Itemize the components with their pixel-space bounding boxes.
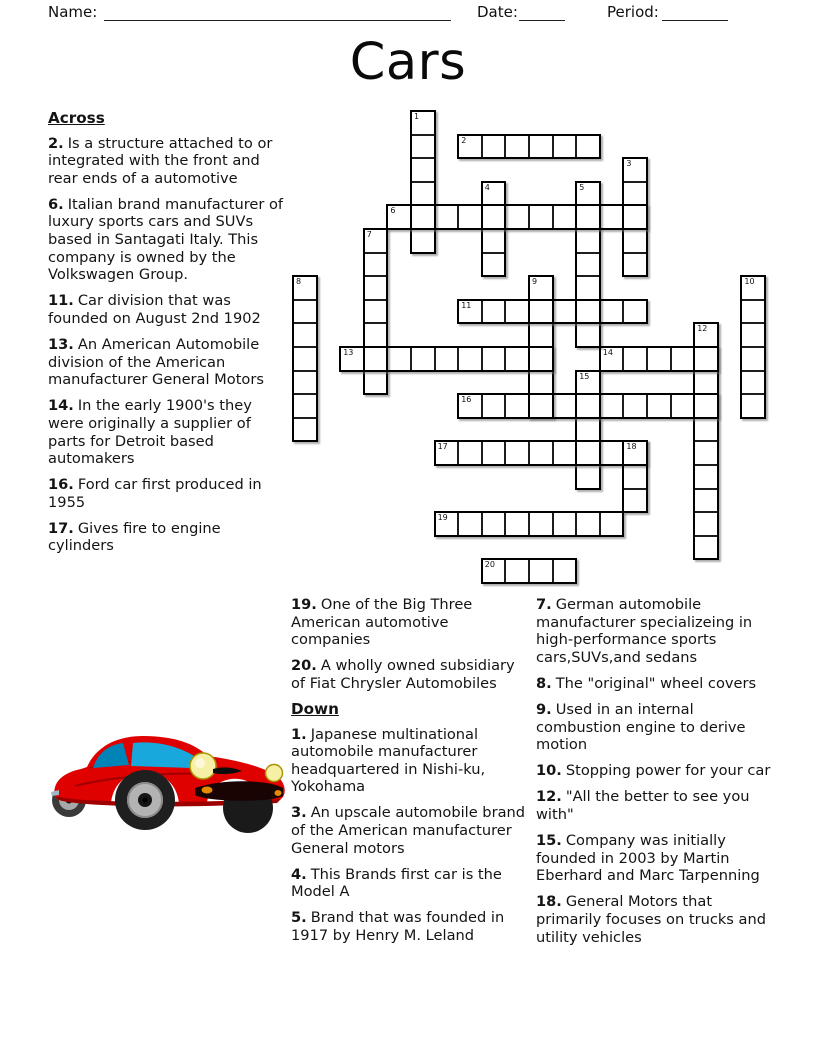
cell-number: 10 — [744, 277, 755, 287]
grid-cell[interactable] — [693, 417, 719, 443]
clue-number: 11. — [48, 292, 74, 310]
grid-cell[interactable] — [575, 134, 601, 160]
clue-text: A wholly owned subsidiary of Fiat Chrysler Automobiles — [291, 657, 515, 692]
clue-13-across — [48, 336, 285, 389]
grid-cell[interactable] — [481, 511, 507, 537]
car-illustration — [45, 716, 290, 836]
period-label: Period: — [607, 3, 659, 21]
grid-cell[interactable] — [622, 157, 648, 183]
grid-cell[interactable] — [292, 275, 318, 301]
clue-number: 8. — [536, 674, 552, 692]
grid-cell[interactable] — [457, 511, 483, 537]
grid-cell[interactable] — [457, 134, 483, 160]
cell-number: 20 — [484, 560, 495, 570]
grid-cell[interactable] — [292, 417, 318, 443]
puzzle-title: Cars — [349, 33, 467, 92]
clue-10-down — [536, 762, 779, 780]
grid-cell[interactable] — [622, 346, 648, 372]
grid-cell[interactable] — [740, 370, 766, 396]
cell-number: 2 — [461, 135, 467, 145]
grid-cell[interactable] — [386, 204, 412, 230]
grid-cell[interactable] — [575, 440, 601, 466]
grid-cell[interactable] — [528, 370, 554, 396]
grid-cell[interactable] — [575, 464, 601, 490]
car-indicator-right — [275, 790, 282, 796]
grid-cell[interactable] — [646, 393, 672, 419]
grid-cell[interactable] — [693, 511, 719, 537]
grid-cell[interactable] — [622, 488, 648, 514]
grid-cell[interactable] — [622, 204, 648, 230]
clue-number: 6. — [48, 195, 64, 213]
grid-cell[interactable] — [528, 204, 554, 230]
clue-number: 20. — [291, 657, 317, 675]
grid-cell[interactable] — [622, 299, 648, 325]
grid-cell[interactable] — [457, 440, 483, 466]
grid-cell[interactable] — [363, 322, 389, 348]
clue-text: The "original" wheel covers — [555, 674, 757, 692]
clue-text: This Brands first car is the Model A — [291, 865, 502, 901]
grid-cell[interactable] — [575, 393, 601, 419]
clue-number: 12. — [536, 788, 562, 806]
grid-cell[interactable] — [622, 393, 648, 419]
grid-cell[interactable] — [575, 299, 601, 325]
grid-cell[interactable] — [504, 511, 530, 537]
grid-cell[interactable] — [504, 393, 530, 419]
grid-cell[interactable] — [504, 346, 530, 372]
grid-cell[interactable] — [528, 346, 554, 372]
clue-14-across — [48, 397, 285, 467]
clue-5-down — [291, 909, 531, 944]
right-clues-column — [536, 596, 779, 955]
clue-text: Used in an internal combustion engine to derive motion — [536, 700, 746, 754]
clue-number: 2. — [48, 134, 64, 152]
grid-cell[interactable] — [599, 204, 625, 230]
grid-cell[interactable] — [504, 440, 530, 466]
grid-cell[interactable] — [622, 252, 648, 278]
cell-number: 1 — [414, 112, 420, 121]
clue-number: 3. — [291, 804, 307, 822]
grid-cell[interactable] — [457, 204, 483, 230]
name-blank[interactable] — [104, 6, 451, 21]
clue-3-down — [291, 804, 531, 857]
clue-number: 4. — [291, 865, 307, 883]
grid-cell[interactable] — [622, 440, 648, 466]
grid-cell[interactable] — [481, 558, 507, 584]
grid-cell[interactable] — [693, 464, 719, 490]
grid-cell[interactable] — [575, 322, 601, 348]
clue-number: 5. — [291, 909, 307, 927]
cell-number: 9 — [532, 277, 538, 287]
clue-number: 10. — [536, 762, 562, 780]
grid-cell[interactable] — [575, 228, 601, 254]
name-label: Name: — [48, 3, 98, 21]
grid-cell[interactable] — [552, 299, 578, 325]
grid-cell[interactable] — [363, 228, 389, 254]
grid-cell[interactable] — [386, 346, 412, 372]
across-clues-column — [48, 110, 285, 564]
grid-cell[interactable] — [504, 558, 530, 584]
grid-cell[interactable] — [575, 417, 601, 443]
date-label: Date: — [477, 3, 518, 21]
grid-cell[interactable] — [457, 393, 483, 419]
clue-text: German automobile manufacturer specializeing in high-performance sports cars,SUVs,and sedans — [536, 596, 753, 666]
grid-cell[interactable] — [363, 252, 389, 278]
grid-cell[interactable] — [410, 157, 436, 183]
grid-cell[interactable] — [481, 440, 507, 466]
grid-cell[interactable] — [575, 252, 601, 278]
clue-6-across — [48, 196, 285, 284]
clue-text: Car division that was founded on August 2nd 1902 — [48, 292, 261, 327]
grid-cell[interactable] — [646, 346, 672, 372]
clue-number: 19. — [291, 596, 317, 613]
grid-cell[interactable] — [504, 299, 530, 325]
cell-number: 6 — [390, 206, 396, 216]
grid-cell[interactable] — [528, 134, 554, 160]
clue-text: An American Automobile division of the American manufacturer General Motors — [48, 336, 264, 389]
clue-20-across — [291, 657, 531, 692]
grid-cell[interactable] — [292, 322, 318, 348]
clue-15-down — [536, 832, 779, 885]
date-blank[interactable] — [519, 6, 565, 21]
clue-7-down — [536, 596, 779, 666]
grid-cell[interactable] — [693, 535, 719, 561]
grid-cell[interactable] — [457, 299, 483, 325]
cell-number: 19 — [437, 513, 448, 523]
grid-cell[interactable] — [481, 393, 507, 419]
grid-cell[interactable] — [410, 228, 436, 254]
clue-12-down — [536, 788, 779, 823]
clue-number: 7. — [536, 596, 552, 613]
car-indicator-left — [202, 787, 213, 794]
grid-cell[interactable] — [599, 511, 625, 537]
clue-text: Ford car first produced in 1955 — [48, 476, 262, 511]
grid-cell[interactable] — [552, 204, 578, 230]
clue-number: 17. — [48, 519, 74, 537]
middle-clues-column — [291, 596, 531, 953]
cell-number: 5 — [579, 182, 585, 192]
grid-cell[interactable] — [599, 346, 625, 372]
clue-number: 14. — [48, 397, 74, 415]
grid-cell[interactable] — [693, 393, 719, 419]
cell-number: 7 — [366, 230, 372, 239]
clue-17-across — [48, 520, 285, 555]
cell-number: 16 — [461, 395, 472, 405]
across-heading: Across — [48, 109, 105, 127]
grid-cell[interactable] — [528, 440, 554, 466]
grid-cell[interactable] — [528, 393, 554, 419]
grid-cell[interactable] — [670, 346, 696, 372]
clue-text: One of the Big Three American automotive companies — [291, 596, 473, 649]
grid-cell[interactable] — [528, 299, 554, 325]
car-rear-wheel — [115, 770, 175, 830]
grid-cell[interactable] — [434, 346, 460, 372]
clue-text: Gives fire to engine cylinders — [48, 519, 221, 555]
clue-text: Is a structure attached to or integrated with the front and rear ends of a automotive — [48, 134, 273, 187]
grid-cell[interactable] — [552, 134, 578, 160]
grid-cell[interactable] — [481, 181, 507, 207]
grid-cell[interactable] — [363, 370, 389, 396]
grid-cell[interactable] — [575, 204, 601, 230]
clue-19-across — [291, 596, 531, 649]
cell-number: 12 — [697, 324, 708, 334]
grid-cell[interactable] — [292, 299, 318, 325]
clue-16-across — [48, 476, 285, 511]
grid-cell[interactable] — [434, 440, 460, 466]
cell-number: 18 — [626, 442, 637, 452]
car-headlight-small — [266, 765, 283, 782]
cell-number: 14 — [602, 348, 613, 357]
grid-cell[interactable] — [528, 322, 554, 348]
clue-8-down — [536, 675, 779, 693]
grid-cell[interactable] — [740, 299, 766, 325]
grid-cell[interactable] — [410, 346, 436, 372]
grid-cell[interactable] — [410, 204, 436, 230]
car-headlight-main — [190, 753, 216, 779]
grid-cell[interactable] — [457, 346, 483, 372]
cell-number: 3 — [626, 159, 632, 169]
grid-cell[interactable] — [575, 275, 601, 301]
grid-cell[interactable] — [528, 275, 554, 301]
clue-text: Brand that was founded in 1917 by Henry M. Leland — [291, 909, 505, 944]
clue-number: 16. — [48, 476, 74, 494]
grid-cell[interactable] — [693, 440, 719, 466]
grid-cell[interactable] — [481, 346, 507, 372]
grid-cell[interactable] — [693, 346, 719, 372]
clue-text: In the early 1900's they were originally a supplier of parts for Detroit based automakers — [48, 397, 252, 468]
grid-cell[interactable] — [740, 346, 766, 372]
grid-cell[interactable] — [504, 134, 530, 160]
grid-cell[interactable] — [410, 181, 436, 207]
grid-cell[interactable] — [693, 322, 719, 348]
grid-cell[interactable] — [622, 228, 648, 254]
clue-11-across — [48, 292, 285, 327]
clue-18-down — [536, 893, 779, 946]
grid-cell[interactable] — [363, 275, 389, 301]
grid-cell[interactable] — [528, 511, 554, 537]
grid-cell[interactable] — [504, 204, 530, 230]
grid-cell[interactable] — [552, 440, 578, 466]
grid-cell[interactable] — [575, 181, 601, 207]
grid-cell[interactable] — [410, 110, 436, 136]
grid-cell[interactable] — [552, 511, 578, 537]
grid-cell[interactable] — [363, 346, 389, 372]
grid-cell[interactable] — [740, 322, 766, 348]
grid-cell[interactable] — [434, 204, 460, 230]
grid-cell[interactable] — [622, 464, 648, 490]
clue-number: 1. — [291, 725, 307, 743]
grid-cell[interactable] — [410, 134, 436, 160]
grid-cell[interactable] — [481, 204, 507, 230]
cell-number: 13 — [343, 348, 354, 357]
clue-text: Italian brand manufacturer of luxury sports cars and SUVs based in Santagati Italy. This company is owned by the Volkswagen Group. — [48, 195, 284, 284]
grid-cell[interactable] — [481, 252, 507, 278]
grid-cell[interactable] — [339, 346, 365, 372]
grid-cell[interactable] — [575, 370, 601, 396]
down-heading: Down — [291, 699, 339, 718]
cell-number: 15 — [579, 371, 590, 381]
clue-text: Japanese multinational automobile manufacturer headquartered in Nishi-ku, Yokohama — [291, 725, 486, 796]
grid-cell[interactable] — [622, 181, 648, 207]
grid-cell[interactable] — [481, 299, 507, 325]
clue-4-down — [291, 866, 531, 901]
clue-text: An upscale automobile brand of the American manufacturer General motors — [291, 804, 526, 857]
grid-cell[interactable] — [292, 370, 318, 396]
grid-cell[interactable] — [552, 393, 578, 419]
clue-text: Stopping power for your car — [565, 762, 771, 780]
cell-number: 17 — [437, 442, 448, 452]
grid-cell[interactable] — [670, 393, 696, 419]
grid-cell[interactable] — [292, 393, 318, 419]
grid-cell[interactable] — [292, 346, 318, 372]
clue-number: 18. — [536, 893, 562, 911]
clue-2-across — [48, 135, 285, 188]
clue-number: 15. — [536, 832, 562, 850]
cell-number: 4 — [484, 182, 490, 192]
grid-cell[interactable] — [481, 228, 507, 254]
clue-number: 9. — [536, 700, 552, 718]
clue-text: Company was initially founded in 2003 by Martin Eberhard and Marc Tarpenning — [536, 832, 760, 885]
grid-cell[interactable] — [599, 440, 625, 466]
grid-cell[interactable] — [528, 558, 554, 584]
clue-1-down — [291, 726, 531, 796]
grid-cell[interactable] — [575, 511, 601, 537]
grid-cell[interactable] — [693, 488, 719, 514]
cell-number: 11 — [461, 300, 472, 310]
grid-cell[interactable] — [740, 275, 766, 301]
grid-cell[interactable] — [599, 393, 625, 419]
clue-text: General Motors that primarily focuses on trucks and utility vehicles — [536, 893, 766, 946]
grid-cell[interactable] — [363, 299, 389, 325]
cell-number: 8 — [296, 277, 302, 287]
clue-number: 13. — [48, 336, 74, 354]
clue-9-down — [536, 701, 779, 754]
clue-text: "All the better to see you with" — [536, 788, 750, 823]
grid-cell[interactable] — [693, 370, 719, 396]
period-blank[interactable] — [662, 6, 728, 21]
grid-cell[interactable] — [481, 134, 507, 160]
crossword-grid — [292, 110, 767, 585]
grid-cell[interactable] — [434, 511, 460, 537]
grid-cell[interactable] — [599, 299, 625, 325]
grid-cell[interactable] — [552, 558, 578, 584]
grid-cell[interactable] — [740, 393, 766, 419]
